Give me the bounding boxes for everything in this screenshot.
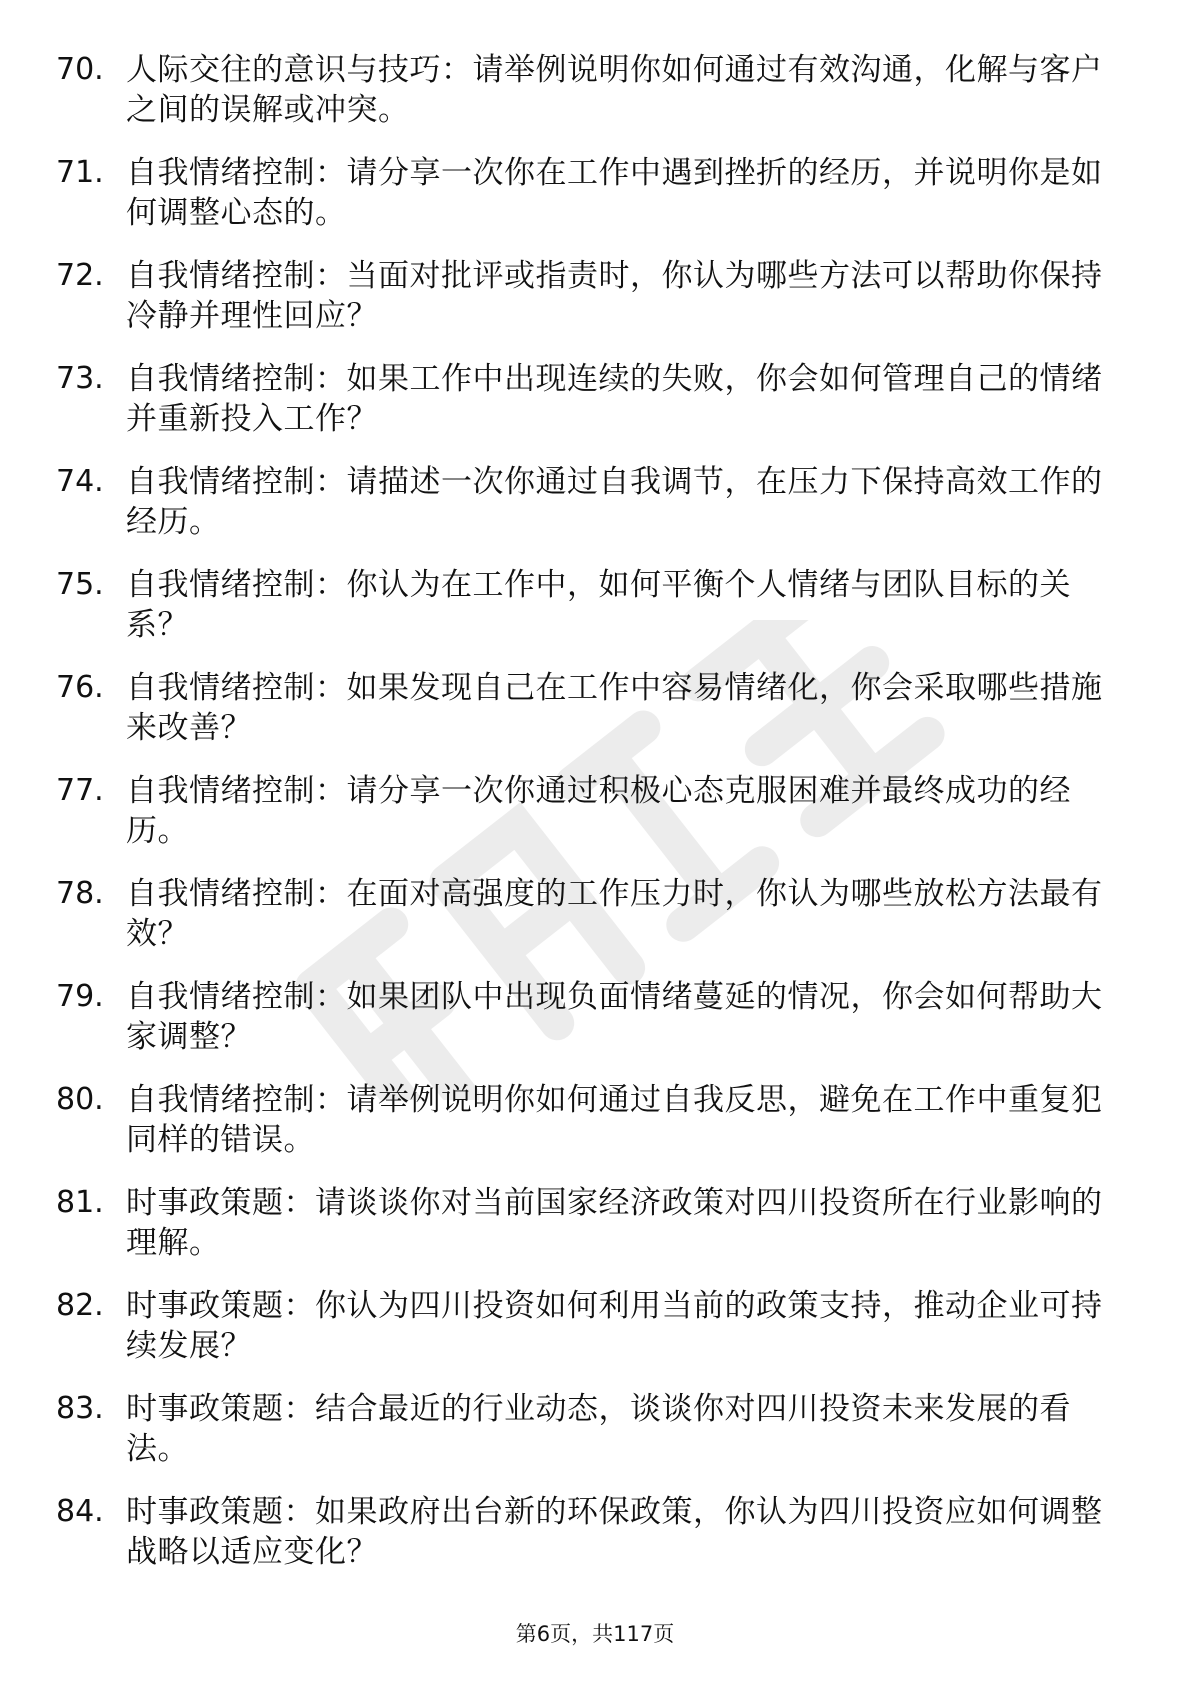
page-footer: 第6页，共117页 <box>515 1622 675 1646</box>
question-item <box>56 1492 1116 1595</box>
question-text: 人际交往的意识与技巧：请举例说明你如何通过有效沟通，化解与客户之间的误解或冲突。 <box>126 52 1103 128</box>
question-number: 79. <box>56 979 104 1014</box>
question-text: 时事政策题：请谈谈你对当前国家经济政策对四川投资所在行业影响的理解。 <box>126 1185 1103 1261</box>
question-item <box>56 1286 1116 1389</box>
question-number: 82. <box>56 1288 104 1323</box>
question-item <box>56 462 1116 565</box>
question-number: 84. <box>56 1494 104 1529</box>
question-number: 83. <box>56 1391 104 1426</box>
question-text: 自我情绪控制：如果工作中出现连续的失败，你会如何管理自己的情绪并重新投入工作？ <box>126 361 1103 437</box>
question-item <box>56 359 1116 462</box>
question-item <box>56 977 1116 1080</box>
question-text: 自我情绪控制：如果发现自己在工作中容易情绪化，你会采取哪些措施来改善？ <box>126 670 1103 746</box>
question-item <box>56 874 1116 977</box>
question-number: 80. <box>56 1082 104 1117</box>
question-text: 时事政策题：你认为四川投资如何利用当前的政策支持，推动企业可持续发展？ <box>126 1288 1103 1364</box>
question-item <box>56 50 1116 153</box>
question-text: 自我情绪控制：在面对高强度的工作压力时，你认为哪些放松方法最有效？ <box>126 876 1103 952</box>
question-text: 自我情绪控制：请分享一次你在工作中遇到挫折的经历，并说明你是如何调整心态的。 <box>126 155 1103 231</box>
question-number: 74. <box>56 464 104 499</box>
question-text: 自我情绪控制：请描述一次你通过自我调节，在压力下保持高效工作的经历。 <box>126 464 1103 540</box>
question-item <box>56 256 1116 359</box>
question-number: 72. <box>56 258 104 293</box>
question-number: 77. <box>56 773 104 808</box>
question-number: 75. <box>56 567 104 602</box>
question-text: 自我情绪控制：你认为在工作中，如何平衡个人情绪与团队目标的关系？ <box>126 567 1071 643</box>
question-text: 时事政策题：结合最近的行业动态，谈谈你对四川投资未来发展的看法。 <box>126 1391 1071 1467</box>
question-item <box>56 1080 1116 1183</box>
question-item <box>56 668 1116 771</box>
question-number: 71. <box>56 155 104 190</box>
question-text: 自我情绪控制：请分享一次你通过积极心态克服困难并最终成功的经历。 <box>126 773 1071 849</box>
question-item <box>56 565 1116 668</box>
question-number: 76. <box>56 670 104 705</box>
question-text: 自我情绪控制：如果团队中出现负面情绪蔓延的情况，你会如何帮助大家调整？ <box>126 979 1103 1055</box>
question-text: 时事政策题：如果政府出台新的环保政策，你认为四川投资应如何调整战略以适应变化？ <box>126 1494 1103 1570</box>
question-text: 自我情绪控制：请举例说明你如何通过自我反思，避免在工作中重复犯同样的错误。 <box>126 1082 1103 1158</box>
question-number: 70. <box>56 52 104 87</box>
question-text: 自我情绪控制：当面对批评或指责时，你认为哪些方法可以帮助你保持冷静并理性回应？ <box>126 258 1103 334</box>
question-number: 81. <box>56 1185 104 1220</box>
question-number: 78. <box>56 876 104 911</box>
question-item <box>56 153 1116 256</box>
question-item <box>56 771 1116 874</box>
question-number: 73. <box>56 361 104 396</box>
question-item <box>56 1183 1116 1286</box>
question-list <box>56 50 1116 1595</box>
question-item <box>56 1389 1116 1492</box>
